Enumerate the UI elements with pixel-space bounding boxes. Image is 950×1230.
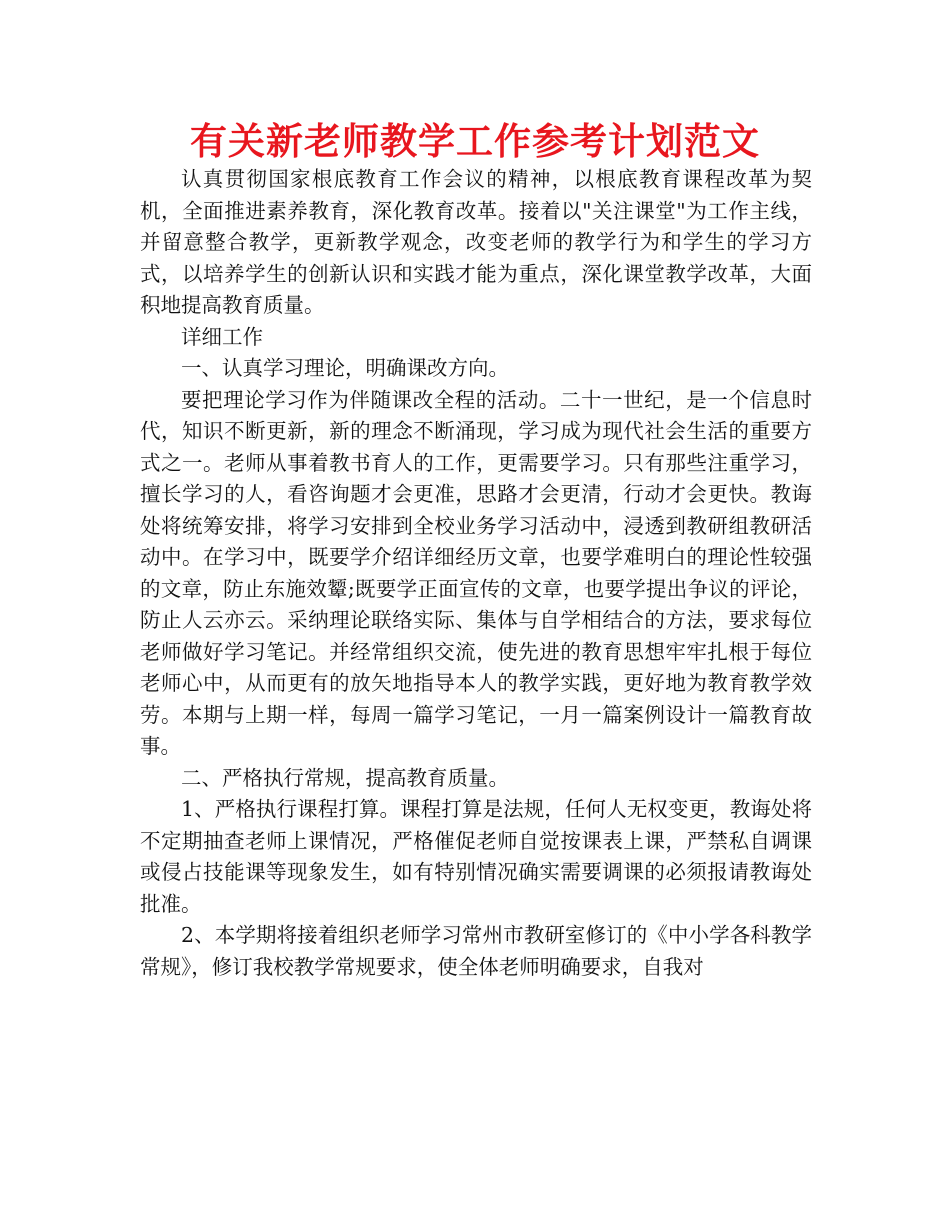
document-title: 有关新老师教学工作参考计划范文 [190, 120, 760, 163]
document-body [140, 164, 812, 983]
heading-section-2: 二、严格执行常规，提高教育质量。 [181, 765, 509, 790]
paragraph-item-1: 1、严格执行课程打算。课程打算是法规，任何人无权变更，教诲处将不定期抽查老师上课情况，严格催促老师自觉按课表上课，严禁私自调课或侵占技能课等现象发生，如有特别情况确实需要调课的必须报请教诲处批准。 [140, 797, 812, 916]
paragraph-section-label: 详细工作 [181, 324, 263, 349]
paragraph-intro: 认真贯彻国家根底教育工作会议的精神，以根底教育课程改革为契机，全面推进素养教育，深化教育改革。接着以"关注课堂"为工作主线，并留意整合教学，更新教学观念，改变老师的教学行为和学生的学习方式，以培养学生的创新认识和实践才能为重点，深化课堂教学改革，大面积地提高教育质量。 [140, 167, 812, 317]
paragraph-item-2: 2、本学期将接着组织老师学习常州市教研室修订的《中小学各科教学常规》，修订我校教学常规要求，使全体老师明确要求，自我对 [140, 923, 812, 979]
paragraph-section-1-body: 要把理论学习作为伴随课改全程的活动。二十一世纪，是一个信息时代，知识不断更新，新的理念不断涌现，学习成为现代社会生活的重要方式之一。老师从事着教书育人的工作，更需要学习。只有那些注重学习，擅长学习的人，看咨询题才会更准，思路才会更清，行动才会更快。教诲处将统筹安排，将学习安排到全校业务学习活动中，浸透到教研组教研活动中。在学习中，既要学介绍详细经历文章，也要学难明白的理论性较强的文章，防止东施效颦;既要学正面宣传的文章，也要学提出争议的评论，防止人云亦云。采纳理论联络实际、集体与自学相结合的方法，要求每位老师做好学习笔记。并经常组织交流，使先进的教育思想牢牢扎根于每位老师心中，从而更有的放矢地指导本人的教学实践，更好地为教育教学效劳。本期与上期一样，每周一篇学习笔记，一月一篇案例设计一篇教育故事。 [140, 387, 812, 758]
heading-section-1: 一、认真学习理论，明确课改方向。 [181, 356, 509, 380]
